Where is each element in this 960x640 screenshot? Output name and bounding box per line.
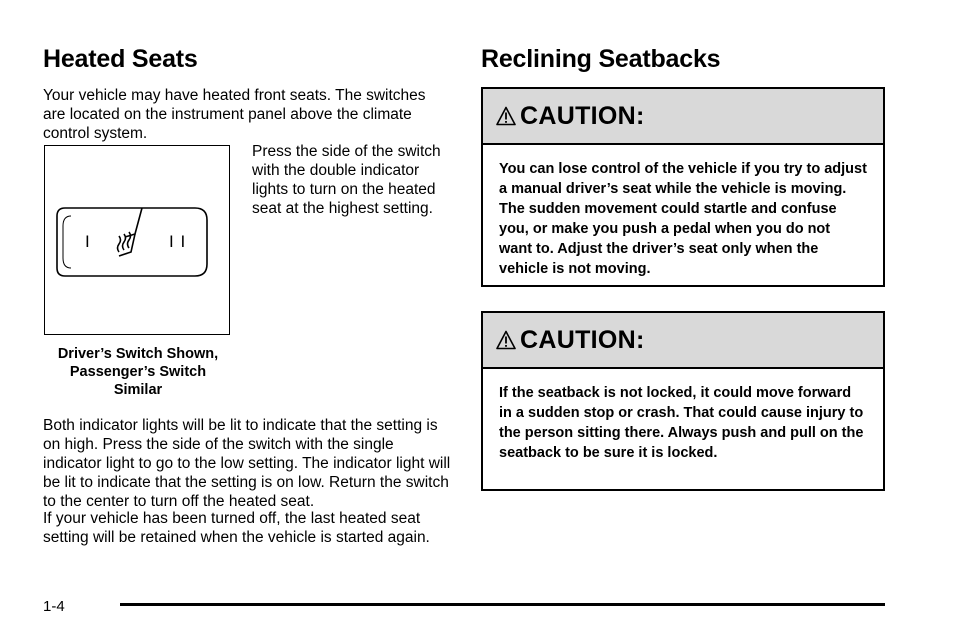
press-switch-paragraph: Press the side of the switch with the double indicator lights to turn on the heated seat at the highest setting. xyxy=(252,143,441,217)
high-indicator-mark: I I xyxy=(169,232,187,251)
figure-caption xyxy=(43,345,233,399)
low-indicator-mark: I xyxy=(85,232,90,251)
retained-setting-paragraph: If your vehicle has been turned off, the last heated seat setting will be retained when the vehicle is started again. xyxy=(43,510,430,546)
caption-line: Driver’s Switch Shown, xyxy=(57,346,219,362)
caution-text: You can lose control of the vehicle if you try to adjust a manual driver’s seat while the vehicle is moving. The sudden movement could startle and confuse you, or make you push a pedal when you do not want to. Adjust the driver’s seat only when the vehicle is not moving. xyxy=(499,161,867,277)
warning-triangle-icon xyxy=(496,330,516,350)
caution-header xyxy=(483,313,883,369)
caption-line: Passenger’s Switch xyxy=(69,364,207,380)
warning-triangle-icon xyxy=(496,106,516,126)
switch-illustration xyxy=(44,145,230,335)
caution-text: If the seatback is not locked, it could move forward in a sudden stop or crash. That could cause injury to the person sitting there. Always push and pull on the seatback to be sure it is locked. xyxy=(499,385,864,461)
intro-paragraph: Your vehicle may have heated front seats. The switches are located on the instrument panel above the climate control system. xyxy=(43,87,426,142)
caution-label: CAUTION: xyxy=(520,101,645,130)
heated-seat-icon xyxy=(118,208,143,256)
footer-rule xyxy=(120,603,885,606)
indicator-paragraph: Both indicator lights will be lit to indicate that the setting is on high. Press the side of the switch with the single indicator light to go to the low setting. The indicator light will be lit to indicate that the setting is on low. Return the switch to the center to turn off the heated seat. xyxy=(43,417,451,510)
page-number: 1-4 xyxy=(43,598,65,615)
section-title-heated-seats: Heated Seats xyxy=(43,45,198,73)
heated-seat-switch-drawing xyxy=(45,146,231,336)
caution-box xyxy=(481,87,885,287)
section-title-reclining-seatbacks: Reclining Seatbacks xyxy=(481,45,721,73)
caution-label: CAUTION: xyxy=(520,325,645,354)
caution-header xyxy=(483,89,883,145)
caution-box xyxy=(481,311,885,491)
caption-line: Similar xyxy=(113,382,163,398)
